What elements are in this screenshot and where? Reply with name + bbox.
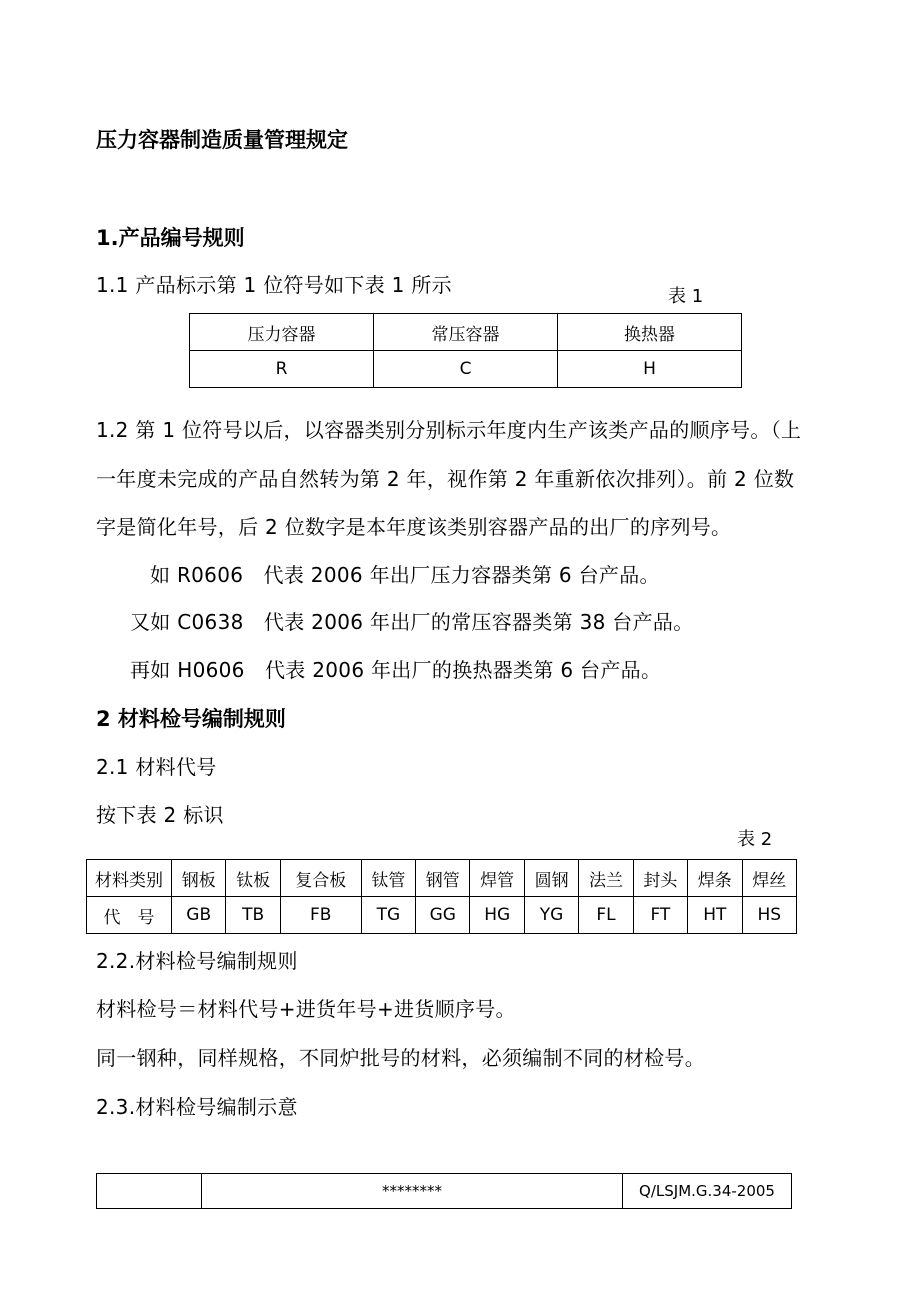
table2-cell: 焊管: [470, 860, 524, 897]
table1-caption: 表 1: [668, 286, 704, 307]
table2-cell: 代 号: [87, 897, 172, 934]
footer-table: [96, 1173, 792, 1209]
footer-left-cell: [97, 1174, 202, 1209]
paragraph-1-2-line3: 字是简化年号，后 2 位数字是本年度该类别容器产品的出厂的序列号。: [96, 515, 732, 539]
footer-doc-code: Q/LSJM.G.34-2005: [623, 1174, 792, 1209]
table2-cell: 钢管: [416, 860, 470, 897]
table2-code-row: [87, 897, 797, 934]
table2-cell: 钛板: [226, 860, 280, 897]
table1-header-row: [190, 314, 742, 351]
table1-code-cell: C: [374, 351, 558, 388]
table2-cell: HG: [470, 897, 524, 934]
table2-cell: FT: [633, 897, 687, 934]
paragraph-2-2: 2.2.材料检号编制规则: [96, 949, 298, 973]
section1-heading: 1.产品编号规则: [96, 226, 245, 250]
paragraph-2-3: 2.3.材料检号编制示意: [96, 1095, 298, 1119]
table1-header-cell: 换热器: [558, 314, 742, 351]
footer-middle-cell: ********: [202, 1174, 623, 1209]
table2-cell: 焊丝: [742, 860, 797, 897]
table2-cell: FB: [280, 897, 361, 934]
table2-cell: 焊条: [688, 860, 742, 897]
table2-cell: TG: [361, 897, 415, 934]
table1: [189, 313, 742, 388]
table1-code-cell: H: [558, 351, 742, 388]
doc-title: 压力容器制造质量管理规定: [96, 128, 348, 152]
table2-cell: 法兰: [579, 860, 633, 897]
example-2: 又如 C0638 代表 2006 年出厂的常压容器类第 38 台产品。: [130, 610, 694, 634]
table1-code-row: [190, 351, 742, 388]
paragraph-2-1: 2.1 材料代号: [96, 755, 217, 779]
paragraph-1-2-line2: 一年度未完成的产品自然转为第 2 年，视作第 2 年重新依次排列）。前 2 位数: [96, 467, 795, 491]
example-3: 再如 H0606 代表 2006 年出厂的换热器类第 6 台产品。: [130, 658, 662, 682]
table2-cell: 材料类别: [87, 860, 172, 897]
table2-cell: FL: [579, 897, 633, 934]
paragraph-2-2-text2: 同一钢种，同样规格，不同炉批号的材料，必须编制不同的材检号。: [96, 1046, 705, 1070]
paragraph-2-2-text1: 材料检号＝材料代号+进货年号+进货顺序号。: [96, 997, 516, 1021]
footer-row: [97, 1174, 792, 1209]
table1-header-cell: 常压容器: [374, 314, 558, 351]
table2-caption: 表 2: [737, 829, 773, 850]
table2-cell: 钛管: [361, 860, 415, 897]
example-1: 如 R0606 代表 2006 年出厂压力容器类第 6 台产品。: [150, 563, 660, 587]
table2-cell: 圆钢: [524, 860, 578, 897]
table1-header-cell: 压力容器: [190, 314, 374, 351]
table2-cell: TB: [226, 897, 280, 934]
paragraph-2-1-note: 按下表 2 标识: [96, 803, 224, 827]
paragraph-1-1: 1.1 产品标示第 1 位符号如下表 1 所示: [96, 273, 452, 297]
table2-cell: 复合板: [280, 860, 361, 897]
table1-code-cell: R: [190, 351, 374, 388]
table2-cell: 钢板: [172, 860, 226, 897]
table2-cell: HT: [688, 897, 742, 934]
table2-cell: GG: [416, 897, 470, 934]
table2-cell: HS: [742, 897, 797, 934]
table2-category-row: [87, 860, 797, 897]
table2: [86, 859, 797, 934]
section2-heading: 2 材料检号编制规则: [96, 707, 286, 731]
table2-cell: 封头: [633, 860, 687, 897]
table2-cell: YG: [524, 897, 578, 934]
paragraph-1-2-line1: 1.2 第 1 位符号以后，以容器类别分别标示年度内生产该类产品的顺序号。（上: [96, 418, 802, 442]
table2-cell: GB: [172, 897, 226, 934]
